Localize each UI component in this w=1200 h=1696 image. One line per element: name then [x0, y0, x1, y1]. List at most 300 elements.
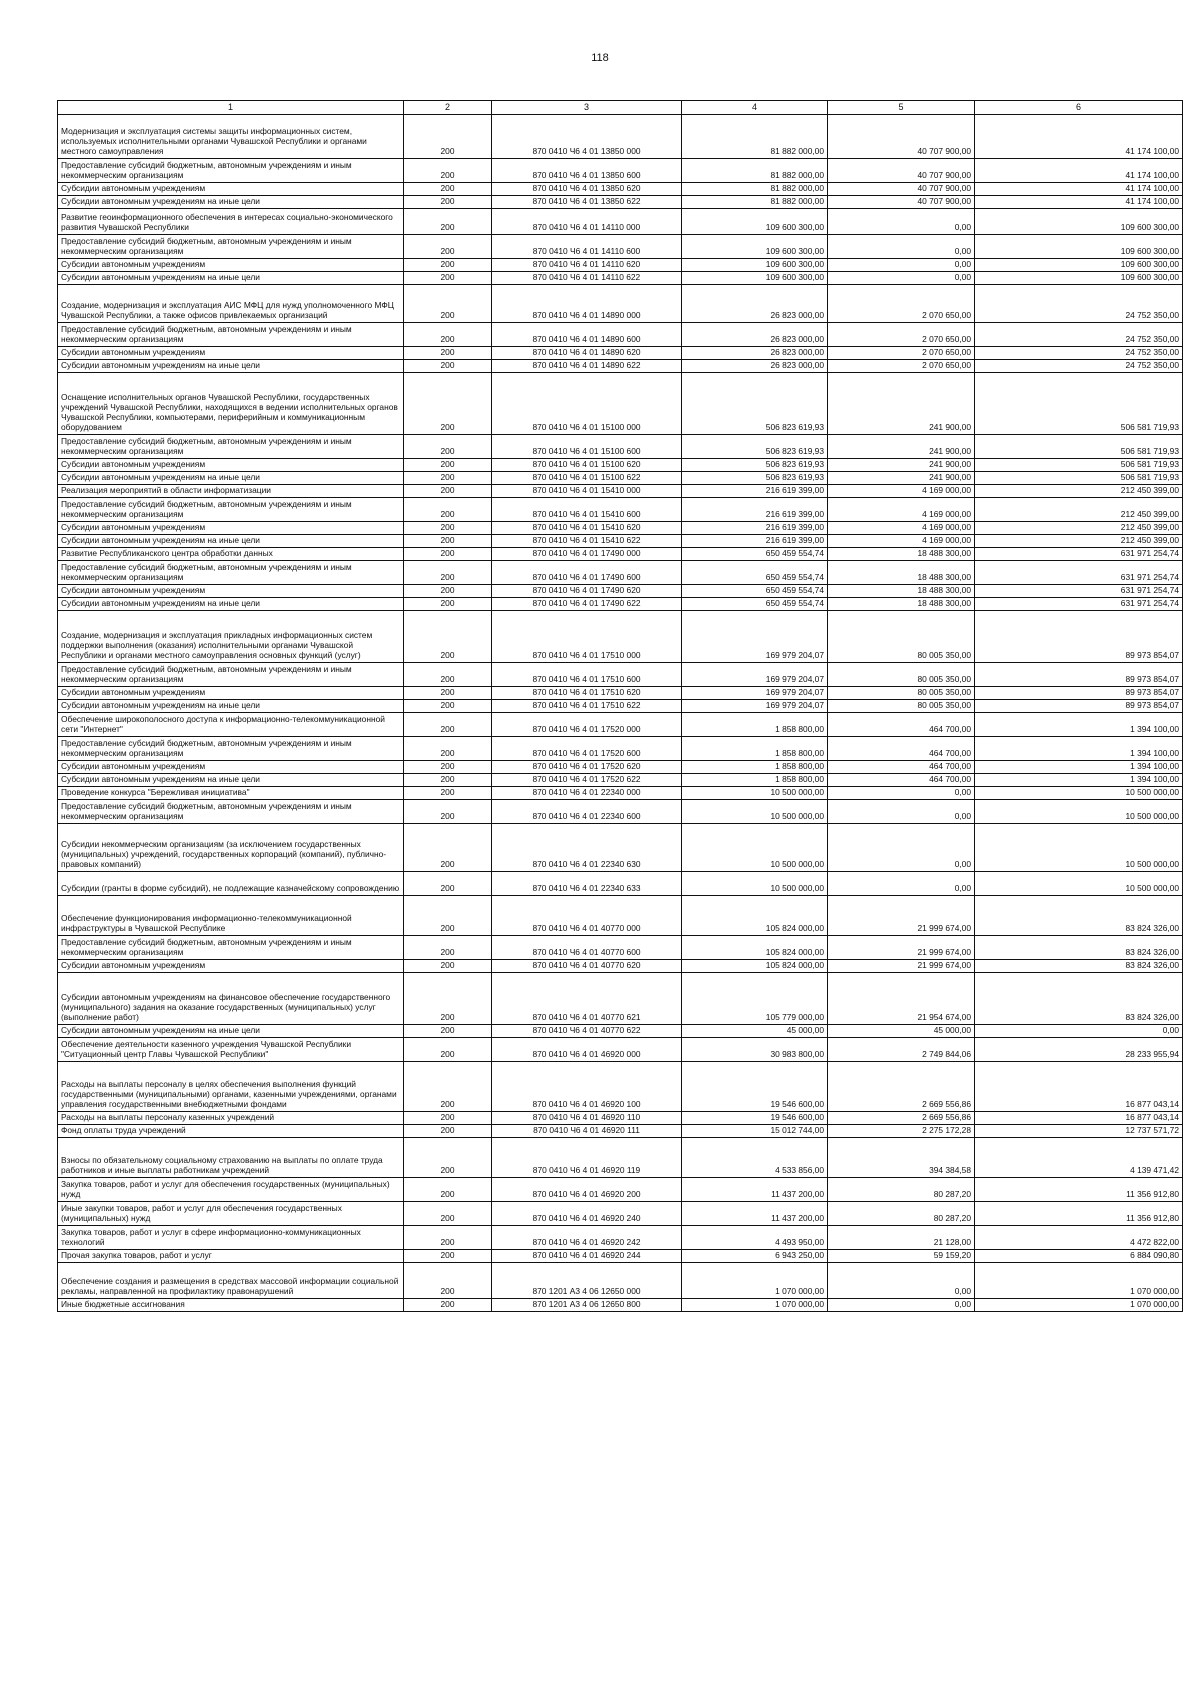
row-value-col6: 109 600 300,00	[975, 272, 1183, 285]
row-budget-code: 870 1201 А3 4 06 12650 000	[492, 1263, 682, 1299]
row-name: Предоставление субсидий бюджетным, автономным учреждениям и иным некоммерческим организациям	[58, 663, 404, 687]
row-admin-code: 200	[404, 115, 492, 159]
table-row	[58, 272, 1183, 285]
row-budget-code: 870 0410 Ч6 4 01 17490 622	[492, 598, 682, 611]
row-budget-code: 870 0410 Ч6 4 01 13850 620	[492, 183, 682, 196]
row-admin-code: 200	[404, 1025, 492, 1038]
row-value-col4: 109 600 300,00	[682, 235, 828, 259]
row-name: Предоставление субсидий бюджетным, автономным учреждениям и иным некоммерческим организациям	[58, 561, 404, 585]
row-budget-code: 870 0410 Ч6 4 01 14110 620	[492, 259, 682, 272]
row-value-col4: 11 437 200,00	[682, 1178, 828, 1202]
table-row	[58, 183, 1183, 196]
row-value-col4: 81 882 000,00	[682, 183, 828, 196]
table-row	[58, 435, 1183, 459]
row-budget-code: 870 0410 Ч6 4 01 17490 620	[492, 585, 682, 598]
row-admin-code: 200	[404, 713, 492, 737]
row-admin-code: 200	[404, 1125, 492, 1138]
row-budget-code: 870 0410 Ч6 4 01 14890 000	[492, 285, 682, 323]
row-value-col4: 506 823 619,93	[682, 373, 828, 435]
row-admin-code: 200	[404, 209, 492, 235]
row-value-col6: 4 472 822,00	[975, 1226, 1183, 1250]
row-admin-code: 200	[404, 323, 492, 347]
row-admin-code: 200	[404, 535, 492, 548]
row-value-col5: 18 488 300,00	[828, 598, 975, 611]
row-value-col4: 81 882 000,00	[682, 159, 828, 183]
row-value-col5: 0,00	[828, 787, 975, 800]
row-budget-code: 870 0410 Ч6 4 01 46920 000	[492, 1038, 682, 1062]
row-admin-code: 200	[404, 561, 492, 585]
row-admin-code: 200	[404, 1062, 492, 1112]
column-header-6: 6	[975, 101, 1183, 115]
row-value-col5: 0,00	[828, 272, 975, 285]
row-budget-code: 870 0410 Ч6 4 01 13850 600	[492, 159, 682, 183]
row-value-col5: 464 700,00	[828, 713, 975, 737]
row-name: Иные закупки товаров, работ и услуг для обеспечения государственных (муниципальных) нужд	[58, 1202, 404, 1226]
row-value-col5: 21 999 674,00	[828, 960, 975, 973]
row-admin-code: 200	[404, 1112, 492, 1125]
row-value-col5: 21 954 674,00	[828, 973, 975, 1025]
row-name: Предоставление субсидий бюджетным, автономным учреждениям и иным некоммерческим организациям	[58, 936, 404, 960]
table-row	[58, 548, 1183, 561]
row-budget-code: 870 0410 Ч6 4 01 40770 600	[492, 936, 682, 960]
row-budget-code: 870 0410 Ч6 4 01 17520 000	[492, 713, 682, 737]
table-row	[58, 936, 1183, 960]
row-admin-code: 200	[404, 347, 492, 360]
row-budget-code: 870 0410 Ч6 4 01 22340 600	[492, 800, 682, 824]
table-row	[58, 824, 1183, 872]
row-name: Взносы по обязательному социальному страхованию на выплаты по оплате труда работников и иные выплаты работникам учреждений	[58, 1138, 404, 1178]
row-admin-code: 200	[404, 1038, 492, 1062]
row-name: Модернизация и эксплуатация системы защиты информационных систем, используемых исполнительными органами Чувашской Республики и органами местного самоуправления	[58, 115, 404, 159]
row-value-col4: 30 983 800,00	[682, 1038, 828, 1062]
row-value-col4: 10 500 000,00	[682, 787, 828, 800]
row-value-col5: 241 900,00	[828, 459, 975, 472]
row-value-col6: 12 737 571,72	[975, 1125, 1183, 1138]
row-admin-code: 200	[404, 272, 492, 285]
row-value-col6: 41 174 100,00	[975, 115, 1183, 159]
row-value-col4: 105 824 000,00	[682, 960, 828, 973]
row-name: Закупка товаров, работ и услуг для обеспечения государственных (муниципальных) нужд	[58, 1178, 404, 1202]
row-value-col4: 506 823 619,93	[682, 459, 828, 472]
row-value-col4: 169 979 204,07	[682, 687, 828, 700]
row-value-col5: 40 707 900,00	[828, 183, 975, 196]
row-value-col6: 1 394 100,00	[975, 737, 1183, 761]
row-value-col5: 80 005 350,00	[828, 663, 975, 687]
row-value-col5: 2 070 650,00	[828, 347, 975, 360]
row-admin-code: 200	[404, 1263, 492, 1299]
row-value-col4: 26 823 000,00	[682, 347, 828, 360]
row-value-col4: 216 619 399,00	[682, 485, 828, 498]
row-value-col4: 45 000,00	[682, 1025, 828, 1038]
row-value-col4: 19 546 600,00	[682, 1062, 828, 1112]
row-budget-code: 870 0410 Ч6 4 01 17510 000	[492, 611, 682, 663]
row-value-col5: 241 900,00	[828, 435, 975, 459]
row-value-col4: 1 070 000,00	[682, 1263, 828, 1299]
row-value-col4: 506 823 619,93	[682, 472, 828, 485]
row-value-col5: 0,00	[828, 800, 975, 824]
table-row	[58, 960, 1183, 973]
row-name: Субсидии (гранты в форме субсидий), не подлежащие казначейскому сопровождению	[58, 872, 404, 896]
row-value-col4: 1 858 800,00	[682, 761, 828, 774]
row-value-col4: 109 600 300,00	[682, 209, 828, 235]
row-value-col4: 650 459 554,74	[682, 561, 828, 585]
row-name: Субсидии автономным учреждениям	[58, 459, 404, 472]
row-admin-code: 200	[404, 973, 492, 1025]
row-name: Предоставление субсидий бюджетным, автономным учреждениям и иным некоммерческим организациям	[58, 435, 404, 459]
row-value-col6: 1 070 000,00	[975, 1299, 1183, 1312]
budget-table	[57, 100, 1183, 1312]
row-value-col4: 10 500 000,00	[682, 872, 828, 896]
row-budget-code: 870 0410 Ч6 4 01 17520 600	[492, 737, 682, 761]
row-value-col5: 80 287,20	[828, 1202, 975, 1226]
row-name: Обеспечение деятельности казенного учреждения Чувашской Республики "Ситуационный центр Главы Чувашской Республики"	[58, 1038, 404, 1062]
row-value-col6: 506 581 719,93	[975, 435, 1183, 459]
row-value-col5: 464 700,00	[828, 761, 975, 774]
row-admin-code: 200	[404, 498, 492, 522]
row-value-col6: 83 824 326,00	[975, 960, 1183, 973]
row-admin-code: 200	[404, 459, 492, 472]
row-admin-code: 200	[404, 196, 492, 209]
table-row	[58, 522, 1183, 535]
row-budget-code: 870 0410 Ч6 4 01 40770 000	[492, 896, 682, 936]
row-name: Субсидии автономным учреждениям	[58, 259, 404, 272]
row-budget-code: 870 0410 Ч6 4 01 13850 000	[492, 115, 682, 159]
row-admin-code: 200	[404, 700, 492, 713]
row-admin-code: 200	[404, 435, 492, 459]
row-admin-code: 200	[404, 1299, 492, 1312]
row-value-col5: 2 669 556,86	[828, 1112, 975, 1125]
table-row	[58, 1125, 1183, 1138]
row-value-col4: 10 500 000,00	[682, 800, 828, 824]
row-value-col6: 89 973 854,07	[975, 687, 1183, 700]
table-row	[58, 700, 1183, 713]
row-value-col5: 80 005 350,00	[828, 611, 975, 663]
row-name: Расходы на выплаты персоналу казенных учреждений	[58, 1112, 404, 1125]
row-value-col6: 109 600 300,00	[975, 235, 1183, 259]
row-budget-code: 870 0410 Ч6 4 01 15100 000	[492, 373, 682, 435]
row-value-col6: 0,00	[975, 1025, 1183, 1038]
row-value-col5: 0,00	[828, 872, 975, 896]
row-value-col6: 16 877 043,14	[975, 1112, 1183, 1125]
row-value-col6: 24 752 350,00	[975, 323, 1183, 347]
row-value-col6: 10 500 000,00	[975, 800, 1183, 824]
table-row	[58, 235, 1183, 259]
row-name: Субсидии автономным учреждениям на иные цели	[58, 360, 404, 373]
row-value-col5: 0,00	[828, 1299, 975, 1312]
row-value-col6: 10 500 000,00	[975, 872, 1183, 896]
row-value-col4: 105 824 000,00	[682, 896, 828, 936]
row-value-col5: 18 488 300,00	[828, 585, 975, 598]
row-name: Субсидии автономным учреждениям	[58, 347, 404, 360]
row-name: Предоставление субсидий бюджетным, автономным учреждениям и иным некоммерческим организациям	[58, 800, 404, 824]
row-budget-code: 870 0410 Ч6 4 01 46920 110	[492, 1112, 682, 1125]
row-value-col5: 45 000,00	[828, 1025, 975, 1038]
row-admin-code: 200	[404, 663, 492, 687]
row-budget-code: 870 0410 Ч6 4 01 14110 600	[492, 235, 682, 259]
row-value-col5: 0,00	[828, 1263, 975, 1299]
column-number-row	[58, 101, 1183, 115]
row-value-col6: 109 600 300,00	[975, 209, 1183, 235]
table-row	[58, 611, 1183, 663]
row-admin-code: 200	[404, 235, 492, 259]
row-budget-code: 870 0410 Ч6 4 01 17490 600	[492, 561, 682, 585]
row-value-col6: 1 070 000,00	[975, 1263, 1183, 1299]
row-budget-code: 870 0410 Ч6 4 01 14110 622	[492, 272, 682, 285]
row-name: Иные бюджетные ассигнования	[58, 1299, 404, 1312]
row-admin-code: 200	[404, 598, 492, 611]
row-value-col6: 631 971 254,74	[975, 585, 1183, 598]
row-value-col6: 506 581 719,93	[975, 373, 1183, 435]
table-row	[58, 373, 1183, 435]
table-row	[58, 787, 1183, 800]
row-name: Проведение конкурса "Бережливая инициатива"	[58, 787, 404, 800]
row-budget-code: 870 0410 Ч6 4 01 17520 622	[492, 774, 682, 787]
row-value-col6: 506 581 719,93	[975, 459, 1183, 472]
table-row	[58, 360, 1183, 373]
row-budget-code: 870 0410 Ч6 4 01 15410 600	[492, 498, 682, 522]
row-budget-code: 870 0410 Ч6 4 01 15410 000	[492, 485, 682, 498]
row-name: Субсидии автономным учреждениям	[58, 183, 404, 196]
table-row	[58, 1038, 1183, 1062]
row-value-col4: 650 459 554,74	[682, 598, 828, 611]
row-admin-code: 200	[404, 936, 492, 960]
row-value-col4: 169 979 204,07	[682, 663, 828, 687]
row-value-col5: 241 900,00	[828, 472, 975, 485]
row-value-col6: 11 356 912,80	[975, 1202, 1183, 1226]
row-budget-code: 870 0410 Ч6 4 01 22340 000	[492, 787, 682, 800]
row-budget-code: 870 0410 Ч6 4 01 14890 600	[492, 323, 682, 347]
row-value-col6: 212 450 399,00	[975, 485, 1183, 498]
row-name: Субсидии автономным учреждениям	[58, 522, 404, 535]
row-name: Реализация мероприятий в области информатизации	[58, 485, 404, 498]
row-value-col5: 18 488 300,00	[828, 548, 975, 561]
row-admin-code: 200	[404, 522, 492, 535]
row-value-col6: 1 394 100,00	[975, 761, 1183, 774]
table-row	[58, 687, 1183, 700]
row-admin-code: 200	[404, 159, 492, 183]
table-row	[58, 1138, 1183, 1178]
row-value-col6: 28 233 955,94	[975, 1038, 1183, 1062]
row-name: Фонд оплаты труда учреждений	[58, 1125, 404, 1138]
row-budget-code: 870 0410 Ч6 4 01 15100 622	[492, 472, 682, 485]
row-budget-code: 870 0410 Ч6 4 01 15100 620	[492, 459, 682, 472]
row-value-col6: 4 139 471,42	[975, 1138, 1183, 1178]
row-value-col6: 631 971 254,74	[975, 561, 1183, 585]
table-row	[58, 713, 1183, 737]
row-budget-code: 870 0410 Ч6 4 01 14890 622	[492, 360, 682, 373]
row-name: Закупка товаров, работ и услуг в сфере информационно-коммуникационных технологий	[58, 1226, 404, 1250]
row-admin-code: 200	[404, 1178, 492, 1202]
row-value-col5: 40 707 900,00	[828, 115, 975, 159]
row-value-col4: 26 823 000,00	[682, 285, 828, 323]
table-row	[58, 498, 1183, 522]
row-name: Развитие Республиканского центра обработки данных	[58, 548, 404, 561]
table-row	[58, 896, 1183, 936]
row-value-col4: 19 546 600,00	[682, 1112, 828, 1125]
row-value-col5: 2 070 650,00	[828, 323, 975, 347]
row-value-col4: 109 600 300,00	[682, 259, 828, 272]
row-value-col6: 6 884 090,80	[975, 1250, 1183, 1263]
row-value-col5: 80 287,20	[828, 1178, 975, 1202]
row-admin-code: 200	[404, 585, 492, 598]
table-row	[58, 737, 1183, 761]
row-admin-code: 200	[404, 611, 492, 663]
row-value-col4: 506 823 619,93	[682, 435, 828, 459]
table-row	[58, 1112, 1183, 1125]
table-row	[58, 1299, 1183, 1312]
row-value-col5: 464 700,00	[828, 737, 975, 761]
row-name: Субсидии автономным учреждениям	[58, 687, 404, 700]
row-admin-code: 200	[404, 1226, 492, 1250]
row-value-col4: 216 619 399,00	[682, 535, 828, 548]
column-header-1: 1	[58, 101, 404, 115]
page-number: 118	[591, 52, 609, 64]
row-value-col6: 24 752 350,00	[975, 360, 1183, 373]
row-name: Оснащение исполнительных органов Чувашской Республики, государственных учреждений Чувашской Республики, находящихся в ведении исполнительных органов Чувашской Республики, компьютерами, периферийным и коммуникационным оборудованием	[58, 373, 404, 435]
row-value-col6: 16 877 043,14	[975, 1062, 1183, 1112]
row-value-col6: 11 356 912,80	[975, 1178, 1183, 1202]
row-budget-code: 870 0410 Ч6 4 01 46920 242	[492, 1226, 682, 1250]
row-value-col5: 18 488 300,00	[828, 561, 975, 585]
row-budget-code: 870 0410 Ч6 4 01 40770 622	[492, 1025, 682, 1038]
row-admin-code: 200	[404, 183, 492, 196]
row-value-col5: 40 707 900,00	[828, 159, 975, 183]
row-value-col6: 89 973 854,07	[975, 611, 1183, 663]
row-value-col6: 212 450 399,00	[975, 522, 1183, 535]
row-value-col5: 394 384,58	[828, 1138, 975, 1178]
row-budget-code: 870 0410 Ч6 4 01 22340 630	[492, 824, 682, 872]
column-header-3: 3	[492, 101, 682, 115]
row-admin-code: 200	[404, 1250, 492, 1263]
column-header-4: 4	[682, 101, 828, 115]
row-value-col4: 6 943 250,00	[682, 1250, 828, 1263]
row-budget-code: 870 0410 Ч6 4 01 17510 622	[492, 700, 682, 713]
row-admin-code: 200	[404, 872, 492, 896]
table-row	[58, 285, 1183, 323]
row-budget-code: 870 1201 А3 4 06 12650 800	[492, 1299, 682, 1312]
row-value-col4: 26 823 000,00	[682, 360, 828, 373]
row-value-col5: 0,00	[828, 259, 975, 272]
row-admin-code: 200	[404, 774, 492, 787]
row-name: Субсидии автономным учреждениям на иные цели	[58, 700, 404, 713]
row-budget-code: 870 0410 Ч6 4 01 17490 000	[492, 548, 682, 561]
table-row	[58, 1062, 1183, 1112]
table-row	[58, 159, 1183, 183]
row-budget-code: 870 0410 Ч6 4 01 17510 600	[492, 663, 682, 687]
row-name: Субсидии автономным учреждениям на иные цели	[58, 1025, 404, 1038]
table-row	[58, 1226, 1183, 1250]
row-value-col5: 21 999 674,00	[828, 896, 975, 936]
row-value-col4: 1 858 800,00	[682, 713, 828, 737]
row-budget-code: 870 0410 Ч6 4 01 15410 622	[492, 535, 682, 548]
row-budget-code: 870 0410 Ч6 4 01 15410 620	[492, 522, 682, 535]
table-row	[58, 561, 1183, 585]
row-admin-code: 200	[404, 472, 492, 485]
table-row	[58, 774, 1183, 787]
table-row	[58, 472, 1183, 485]
row-admin-code: 200	[404, 485, 492, 498]
table-row	[58, 459, 1183, 472]
table-row	[58, 323, 1183, 347]
row-value-col5: 80 005 350,00	[828, 687, 975, 700]
row-value-col6: 41 174 100,00	[975, 159, 1183, 183]
row-value-col6: 212 450 399,00	[975, 498, 1183, 522]
row-admin-code: 200	[404, 896, 492, 936]
row-value-col4: 4 493 950,00	[682, 1226, 828, 1250]
table-row	[58, 485, 1183, 498]
column-header-5: 5	[828, 101, 975, 115]
row-budget-code: 870 0410 Ч6 4 01 22340 633	[492, 872, 682, 896]
row-value-col6: 83 824 326,00	[975, 896, 1183, 936]
table-row	[58, 872, 1183, 896]
row-value-col5: 464 700,00	[828, 774, 975, 787]
row-budget-code: 870 0410 Ч6 4 01 40770 620	[492, 960, 682, 973]
row-value-col6: 24 752 350,00	[975, 347, 1183, 360]
row-value-col5: 4 169 000,00	[828, 535, 975, 548]
row-value-col5: 2 275 172,28	[828, 1125, 975, 1138]
row-value-col5: 4 169 000,00	[828, 498, 975, 522]
row-budget-code: 870 0410 Ч6 4 01 17510 620	[492, 687, 682, 700]
row-name: Субсидии автономным учреждениям	[58, 585, 404, 598]
row-value-col5: 21 999 674,00	[828, 936, 975, 960]
row-value-col6: 631 971 254,74	[975, 598, 1183, 611]
row-name: Субсидии автономным учреждениям на иные цели	[58, 774, 404, 787]
row-value-col4: 105 779 000,00	[682, 973, 828, 1025]
row-value-col6: 1 394 100,00	[975, 713, 1183, 737]
row-budget-code: 870 0410 Ч6 4 01 17520 620	[492, 761, 682, 774]
row-name: Субсидии автономным учреждениям на иные цели	[58, 598, 404, 611]
row-value-col4: 216 619 399,00	[682, 498, 828, 522]
row-value-col4: 81 882 000,00	[682, 196, 828, 209]
row-value-col5: 2 070 650,00	[828, 285, 975, 323]
row-value-col4: 15 012 744,00	[682, 1125, 828, 1138]
row-budget-code: 870 0410 Ч6 4 01 46920 100	[492, 1062, 682, 1112]
row-value-col5: 0,00	[828, 235, 975, 259]
row-value-col4: 650 459 554,74	[682, 585, 828, 598]
row-value-col4: 1 070 000,00	[682, 1299, 828, 1312]
table-row	[58, 196, 1183, 209]
row-budget-code: 870 0410 Ч6 4 01 46920 119	[492, 1138, 682, 1178]
row-value-col5: 59 159,20	[828, 1250, 975, 1263]
row-budget-code: 870 0410 Ч6 4 01 14890 620	[492, 347, 682, 360]
row-budget-code: 870 0410 Ч6 4 01 14110 000	[492, 209, 682, 235]
row-value-col5: 2 669 556,86	[828, 1062, 975, 1112]
row-budget-code: 870 0410 Ч6 4 01 15100 600	[492, 435, 682, 459]
row-budget-code: 870 0410 Ч6 4 01 46920 111	[492, 1125, 682, 1138]
row-value-col4: 109 600 300,00	[682, 272, 828, 285]
column-header-2: 2	[404, 101, 492, 115]
table-row	[58, 1263, 1183, 1299]
row-admin-code: 200	[404, 285, 492, 323]
row-name: Прочая закупка товаров, работ и услуг	[58, 1250, 404, 1263]
row-admin-code: 200	[404, 761, 492, 774]
table-row	[58, 761, 1183, 774]
row-value-col5: 0,00	[828, 824, 975, 872]
row-value-col5: 2 070 650,00	[828, 360, 975, 373]
row-admin-code: 200	[404, 548, 492, 561]
row-name: Предоставление субсидий бюджетным, автономным учреждениям и иным некоммерческим организациям	[58, 159, 404, 183]
row-value-col6: 506 581 719,93	[975, 472, 1183, 485]
row-value-col5: 21 128,00	[828, 1226, 975, 1250]
row-value-col5: 0,00	[828, 209, 975, 235]
row-admin-code: 200	[404, 259, 492, 272]
row-value-col4: 1 858 800,00	[682, 737, 828, 761]
row-value-col6: 24 752 350,00	[975, 285, 1183, 323]
row-value-col4: 1 858 800,00	[682, 774, 828, 787]
table-row	[58, 1025, 1183, 1038]
row-value-col5: 4 169 000,00	[828, 485, 975, 498]
row-name: Обеспечение функционирования информационно-телекоммуникационной инфраструктуры в Чувашской Республике	[58, 896, 404, 936]
